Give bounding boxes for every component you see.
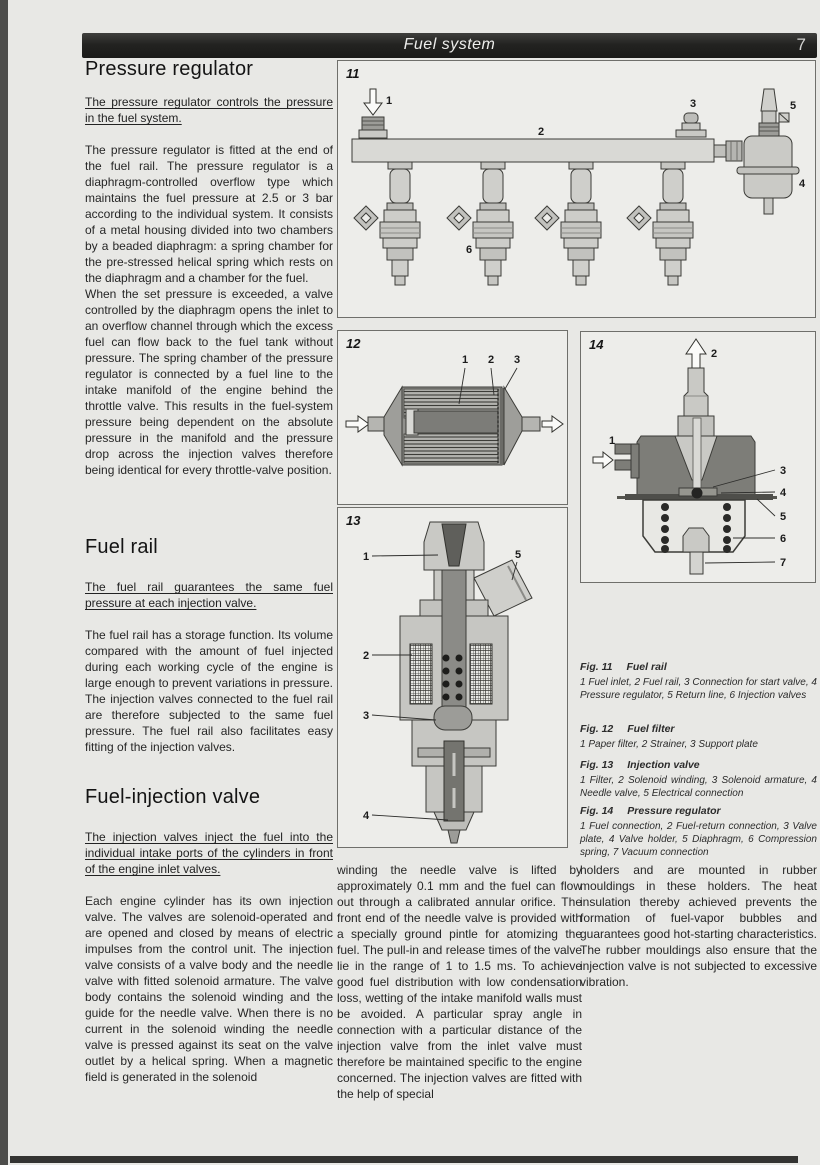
- fuel-in-arrow-icon: [593, 452, 613, 468]
- caption-legend: 1 Fuel inlet, 2 Fuel rail, 3 Connection for start valve, 4 Pressure regulator, 5 Return line, 6 Injection valves: [580, 677, 817, 701]
- figure-14-pressure-regulator: [580, 331, 816, 583]
- callout-1: 1: [608, 435, 616, 447]
- solenoid-winding: [470, 644, 492, 704]
- fuel-rail-illustration: [338, 61, 815, 317]
- flow-out-arrow-icon: [542, 416, 563, 432]
- body-text: The fuel rail has a storage function. Its volume compared with the amount of fuel injected during each working cycle of the engine is large enough to prevent variations in pressure. The injection valves connected to the fuel rail are therefore subjected to the same fuel pressure. The fuel rail also facilitates easy fitting of the injection valves.: [85, 628, 333, 754]
- callout-6: 6: [466, 244, 473, 256]
- callout-6: 6: [779, 533, 787, 545]
- section-fuel-rail: [85, 536, 333, 755]
- injection-valve-illustration: [338, 508, 567, 847]
- section-heading: Pressure regulator: [85, 58, 254, 80]
- section-fuel-injection-valve: [85, 786, 333, 1085]
- section-lead-text: The injection valves inject the fuel into the individual intake ports of the cylinders in front of the engine inlet valves.: [85, 830, 333, 876]
- section-heading: Fuel rail: [85, 536, 158, 558]
- fuel-return-arrow-icon: [686, 339, 706, 368]
- fuel-connection: [593, 444, 639, 478]
- section-lead-text: The pressure regulator controls the pressure in the fuel system.: [85, 95, 333, 125]
- filter-core: [414, 411, 498, 433]
- callout-4: 4: [362, 810, 370, 822]
- injection-valve-illustration: [627, 162, 693, 285]
- callout-1: 1: [362, 551, 370, 563]
- caption-legend: 1 Paper filter, 2 Strainer, 3 Support plate: [580, 739, 758, 750]
- callout-1: 1: [461, 354, 469, 366]
- section-pressure-regulator: [85, 58, 333, 478]
- callout-2: 2: [711, 348, 718, 360]
- callout-4: 4: [779, 487, 787, 499]
- caption-label: Fig. 14: [580, 805, 614, 817]
- caption-title: [580, 759, 817, 771]
- fuel-filter-illustration: [338, 331, 567, 504]
- pressure-regulator-unit: [714, 136, 799, 214]
- page-bottom-scan-edge: [10, 1156, 798, 1163]
- caption-title: [580, 805, 817, 817]
- injection-valve-illustration: [354, 162, 420, 285]
- caption-subject: Injection valve: [627, 759, 700, 771]
- figure-11-fuel-rail: [337, 60, 816, 318]
- body-text: Each engine cylinder has its own injection valve. The valves are solenoid-operated and are opened and closed by means of electric impulses from the control unit. The injection valve consists of a valve body and the needle valve with fitted solenoid armature. The valve body contains the solenoid winding and the guide for the needle valve. When there is no current in the solenoid winding the needle valve is pressed against its seat on the valve outlet by a helical spring. When a magnetic field is generated in the solenoid: [85, 894, 333, 1084]
- caption-title: [580, 723, 817, 735]
- caption-legend: 1 Fuel connection, 2 Fuel-return connection, 3 Valve plate, 4 Valve holder, 5 Diaphragm, 6 Compression spring, 7 Vacuum connection: [580, 821, 817, 858]
- body-text-right-column: [580, 862, 817, 990]
- fuel-rail-bar: [352, 139, 714, 162]
- section-lead-text: The fuel rail guarantees the same fuel pressure at each injection valve.: [85, 580, 333, 610]
- valve-plate: [692, 488, 703, 499]
- paper-filter-element: [404, 434, 498, 463]
- body-text-middle-column: [337, 862, 582, 1102]
- figure-number: 12: [346, 336, 361, 351]
- figure-number: 13: [346, 513, 361, 528]
- caption-legend: 1 Filter, 2 Solenoid winding, 3 Solenoid armature, 4 Needle valve, 5 Electrical connection: [580, 775, 817, 799]
- callout-2: 2: [362, 650, 370, 662]
- callout-1: 1: [386, 95, 393, 107]
- body-text: The pressure regulator is fitted at the end of the fuel rail. The pressure regulator is a diaphragm-controlled overflow type which maintains the fuel pressure at 2.5 or 3 bar according to the individual system. It consists of a metal housing divided into two chambers by a beaded diaphragm: a spring chamber for the pre-stressed helical spring which rests on the diaphragm and a chamber for the fuel.: [85, 143, 333, 285]
- figure-number: 14: [589, 337, 604, 352]
- solenoid-armature: [434, 706, 472, 730]
- body-text: holders and are mounted in rubber mouldings in these holders. The heat insulation thereby achieved prevents the formation of fuel-vapor bubbles and guarantees good hot-starting characteristics. The rubber mouldings also ensure that the injection valve is not subjected to excessive vibration.: [580, 863, 817, 989]
- callout-5: 5: [514, 549, 522, 561]
- return-line-connection: [759, 89, 789, 136]
- caption-label: Fig. 13: [580, 759, 614, 771]
- figure-number: 11: [346, 66, 360, 81]
- start-valve-connection: [676, 113, 706, 137]
- solenoid-winding: [410, 644, 432, 704]
- callout-3: 3: [690, 98, 697, 110]
- section-heading: Fuel-injection valve: [85, 786, 261, 808]
- callout-3: 3: [779, 465, 787, 477]
- support-plate: [500, 388, 504, 465]
- body-text: When the set pressure is exceeded, a valve controlled by the diaphragm opens the inlet to an overflow channel through which the excess fuel can flow back to the fuel tank without pressure. The spring chamber of the pressure regulator is connected by a fuel line to the intake manifold of the engine behind the throttle valve. This results in the fuel-system pressure being dependent on the absolute pressure in the manifold and the pressure drop across the injection valves therefore being identical for every throttle-valve position.: [85, 287, 333, 477]
- chapter-title: Fuel system: [403, 36, 496, 53]
- caption-fig12: [580, 723, 817, 751]
- caption-label: Fig. 11: [580, 661, 613, 673]
- caption-subject: Fuel rail: [626, 661, 667, 673]
- fuel-inlet: [359, 89, 387, 138]
- callout-5: 5: [790, 100, 797, 112]
- caption-label: Fig. 12: [580, 723, 614, 735]
- callout-7: 7: [779, 557, 787, 569]
- caption-title: [580, 661, 817, 673]
- caption-subject: Fuel filter: [627, 723, 675, 735]
- injection-valve-illustration: [447, 162, 513, 285]
- callout-3: 3: [362, 710, 370, 722]
- callout-5: 5: [779, 511, 787, 523]
- flow-in-arrow-icon: [346, 416, 369, 432]
- page-binding-edge: [0, 0, 8, 1165]
- fuel-inlet-arrow-icon: [364, 89, 382, 115]
- page-number: 7: [796, 35, 806, 54]
- caption-fig14: [580, 805, 817, 859]
- callout-4: 4: [799, 178, 806, 190]
- chapter-header-bar: [82, 33, 817, 58]
- injection-valve-illustration: [535, 162, 601, 285]
- callout-2: 2: [487, 354, 495, 366]
- caption-fig11: [580, 661, 817, 702]
- callout-2: 2: [538, 126, 545, 138]
- callout-3: 3: [513, 354, 521, 366]
- figure-12-fuel-filter: [337, 330, 568, 505]
- figure-13-injection-valve: [337, 507, 568, 848]
- vacuum-connection: [690, 552, 703, 574]
- caption-subject: Pressure regulator: [627, 805, 721, 817]
- body-text: winding the needle valve is lifted by approximately 0.1 mm and the fuel can flow out through a calibrated annular orifice. The front end of the needle valve is provided with a specially ground pintle for atomizing the fuel. The pull-in and release times of the valve lie in the range of 1 to 1.5 ms. To achieve good fuel distribution with low condensation loss, wetting of the intake manifold walls must be avoided. A particular spray angle in connection with a particular distance of the injection valve from the inlet valve must therefore be maintained specific to the engine concerned. The injection valves are fitted with the help of special: [337, 863, 582, 1101]
- pressure-regulator-illustration: [581, 332, 815, 582]
- caption-fig13: [580, 759, 817, 800]
